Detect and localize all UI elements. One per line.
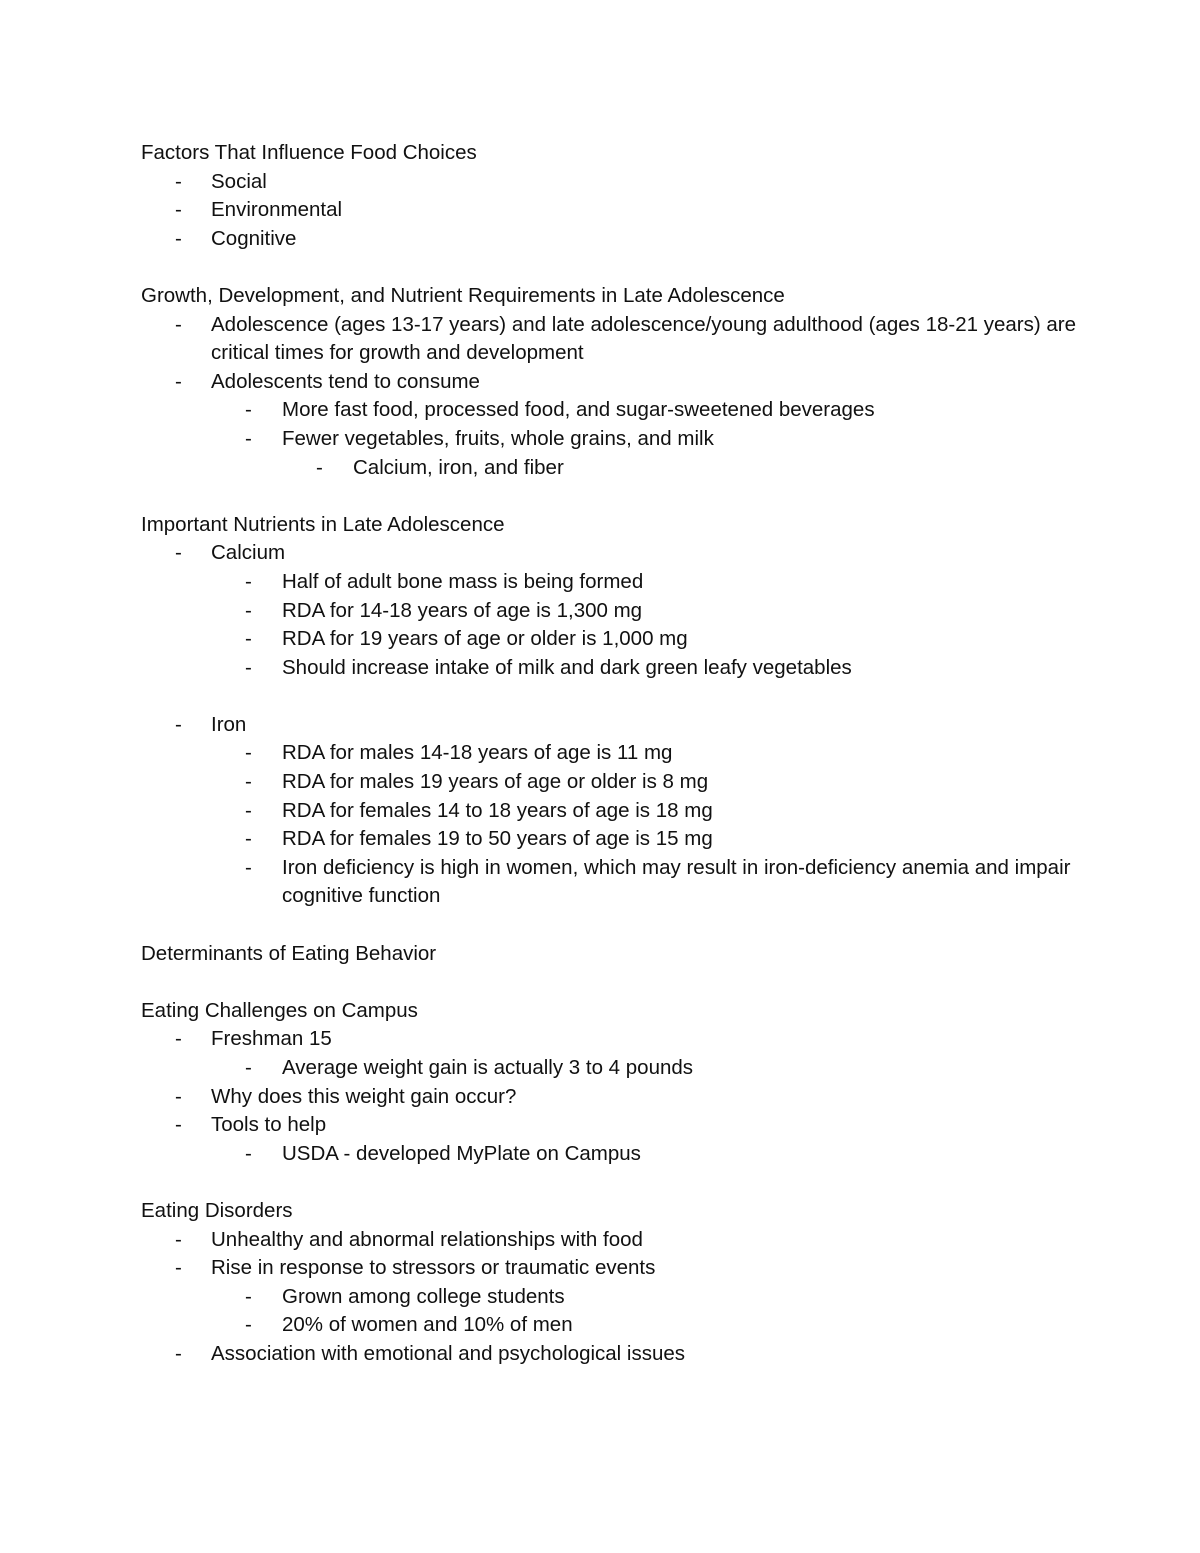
section-gap bbox=[141, 968, 1101, 997]
list-item-text: RDA for females 19 to 50 years of age is 15 mg bbox=[282, 827, 713, 851]
section-gap bbox=[141, 911, 1101, 940]
list-item-text: Average weight gain is actually 3 to 4 pounds bbox=[282, 1056, 694, 1079]
section-gap bbox=[141, 253, 1101, 282]
list-item bbox=[141, 1311, 1101, 1340]
list-item bbox=[141, 1140, 1101, 1169]
section-gap bbox=[141, 482, 1101, 511]
list-item bbox=[141, 311, 1101, 368]
list-item bbox=[141, 368, 1101, 397]
list-item bbox=[141, 396, 1101, 425]
bullet-dash-icon: - bbox=[245, 398, 252, 422]
bullet-dash-icon: - bbox=[245, 569, 252, 593]
bullet-dash-icon: - bbox=[175, 1027, 182, 1051]
list-item-text: Unhealthy and abnormal relationships with food bbox=[211, 1227, 643, 1251]
list-item bbox=[141, 1025, 1101, 1054]
bullet-dash-icon: - bbox=[245, 1313, 252, 1337]
bullet-dash-icon: - bbox=[245, 827, 252, 851]
list-item bbox=[141, 168, 1101, 197]
list-item bbox=[141, 739, 1101, 768]
list-item-text: Why does this weight gain occur? bbox=[211, 1084, 517, 1108]
list-item bbox=[141, 454, 1101, 483]
bullet-dash-icon: - bbox=[175, 1256, 182, 1280]
section-heading: Eating Disorders bbox=[141, 1198, 293, 1222]
bullet-dash-icon: - bbox=[175, 1113, 182, 1137]
list-item bbox=[141, 225, 1101, 254]
bullet-dash-icon: - bbox=[175, 1341, 182, 1365]
list-item-text: Should increase intake of milk and dark green leafy vegetables bbox=[282, 655, 852, 679]
list-item-text: Rise in response to stressors or traumatic events bbox=[211, 1256, 656, 1280]
bullet-dash-icon: - bbox=[245, 1284, 252, 1308]
list-item bbox=[141, 425, 1101, 454]
list-item-text: Social bbox=[211, 169, 267, 193]
list-item-text: Environmental bbox=[211, 198, 343, 222]
bullet-dash-icon: - bbox=[245, 627, 252, 651]
list-item-text: Half of adult bone mass is being formed bbox=[282, 569, 644, 593]
bullet-dash-icon: - bbox=[316, 455, 323, 479]
list-item-text: Fewer vegetables, fruits, whole grains, and milk bbox=[282, 426, 714, 450]
bullet-dash-icon: - bbox=[245, 1056, 252, 1079]
list-item bbox=[141, 597, 1101, 626]
bullet-dash-icon: - bbox=[245, 1141, 252, 1165]
list-item bbox=[141, 568, 1101, 597]
bullet-dash-icon: - bbox=[175, 312, 182, 336]
bullet-dash-icon: - bbox=[245, 770, 252, 794]
list-item bbox=[141, 1340, 1101, 1369]
bullet-dash-icon: - bbox=[175, 1227, 182, 1251]
section-heading: Important Nutrients in Late Adolescence bbox=[141, 512, 505, 536]
bullet-dash-icon: - bbox=[175, 541, 182, 565]
list-item-text: RDA for females 14 to 18 years of age is 18 mg bbox=[282, 798, 713, 822]
list-item bbox=[141, 768, 1101, 797]
bullet-dash-icon: - bbox=[245, 426, 252, 450]
list-item-text: RDA for males 19 years of age or older is 8 mg bbox=[282, 770, 709, 794]
section-heading: Eating Challenges on Campus bbox=[141, 998, 418, 1022]
list-item-text: Association with emotional and psychological issues bbox=[211, 1341, 686, 1365]
bullet-dash-icon: - bbox=[245, 741, 252, 765]
section-heading: Factors That Influence Food Choices bbox=[141, 141, 477, 164]
list-item-text: Tools to help bbox=[211, 1113, 327, 1137]
list-item-text: Cognitive bbox=[211, 226, 297, 250]
bullet-dash-icon: - bbox=[245, 598, 252, 622]
list-item bbox=[141, 1054, 1101, 1083]
list-item-text: Iron bbox=[211, 712, 247, 736]
list-item-text: Adolescents tend to consume bbox=[211, 369, 480, 393]
section-heading: Determinants of Eating Behavior bbox=[141, 941, 437, 965]
bullet-dash-icon: - bbox=[175, 169, 182, 193]
bullet-dash-icon: - bbox=[175, 1084, 182, 1108]
list-item-text: USDA - developed MyPlate on Campus bbox=[282, 1141, 641, 1165]
section-heading: Growth, Development, and Nutrient Requirements in Late Adolescence bbox=[141, 283, 785, 307]
list-item bbox=[141, 196, 1101, 225]
list-item-text: RDA for 14-18 years of age is 1,300 mg bbox=[282, 598, 643, 622]
list-item-text: Calcium bbox=[211, 541, 286, 565]
list-item bbox=[141, 539, 1101, 568]
list-item bbox=[141, 1254, 1101, 1283]
bullet-dash-icon: - bbox=[175, 198, 182, 222]
list-item-text: Calcium, iron, and fiber bbox=[353, 455, 564, 479]
list-item-text: Grown among college students bbox=[282, 1284, 565, 1308]
bullet-dash-icon: - bbox=[175, 226, 182, 250]
bullet-dash-icon: - bbox=[245, 798, 252, 822]
document-body bbox=[141, 139, 1101, 1369]
list-item bbox=[141, 825, 1101, 854]
bullet-dash-icon: - bbox=[175, 712, 182, 736]
list-item-text: 20% of women and 10% of men bbox=[282, 1313, 573, 1337]
list-item bbox=[141, 1083, 1101, 1112]
list-item bbox=[141, 854, 1101, 911]
list-item-text: Freshman 15 bbox=[211, 1027, 332, 1051]
list-item bbox=[141, 711, 1101, 740]
bullet-dash-icon: - bbox=[245, 655, 252, 679]
list-item bbox=[141, 625, 1101, 654]
list-item-text: RDA for males 14-18 years of age is 11 mg bbox=[282, 741, 673, 765]
list-item bbox=[141, 1283, 1101, 1312]
section-gap bbox=[141, 1168, 1101, 1197]
list-item bbox=[141, 1111, 1101, 1140]
list-item bbox=[141, 797, 1101, 826]
list-item-text: More fast food, processed food, and sugar-sweetened beverages bbox=[282, 398, 875, 422]
bullet-dash-icon: - bbox=[245, 855, 252, 879]
list-item-text: Adolescence (ages 13-17 years) and late adolescence/young adulthood (ages 18-21 years) are critical times for growth and development bbox=[211, 312, 1076, 365]
list-item bbox=[141, 654, 1101, 683]
list-item bbox=[141, 1226, 1101, 1255]
bullet-dash-icon: - bbox=[175, 369, 182, 393]
list-item-text: RDA for 19 years of age or older is 1,000 mg bbox=[282, 627, 688, 651]
list-item-text: Iron deficiency is high in women, which may result in iron-deficiency anemia and impair cognitive function bbox=[282, 855, 1071, 908]
blank-line bbox=[141, 682, 1101, 711]
